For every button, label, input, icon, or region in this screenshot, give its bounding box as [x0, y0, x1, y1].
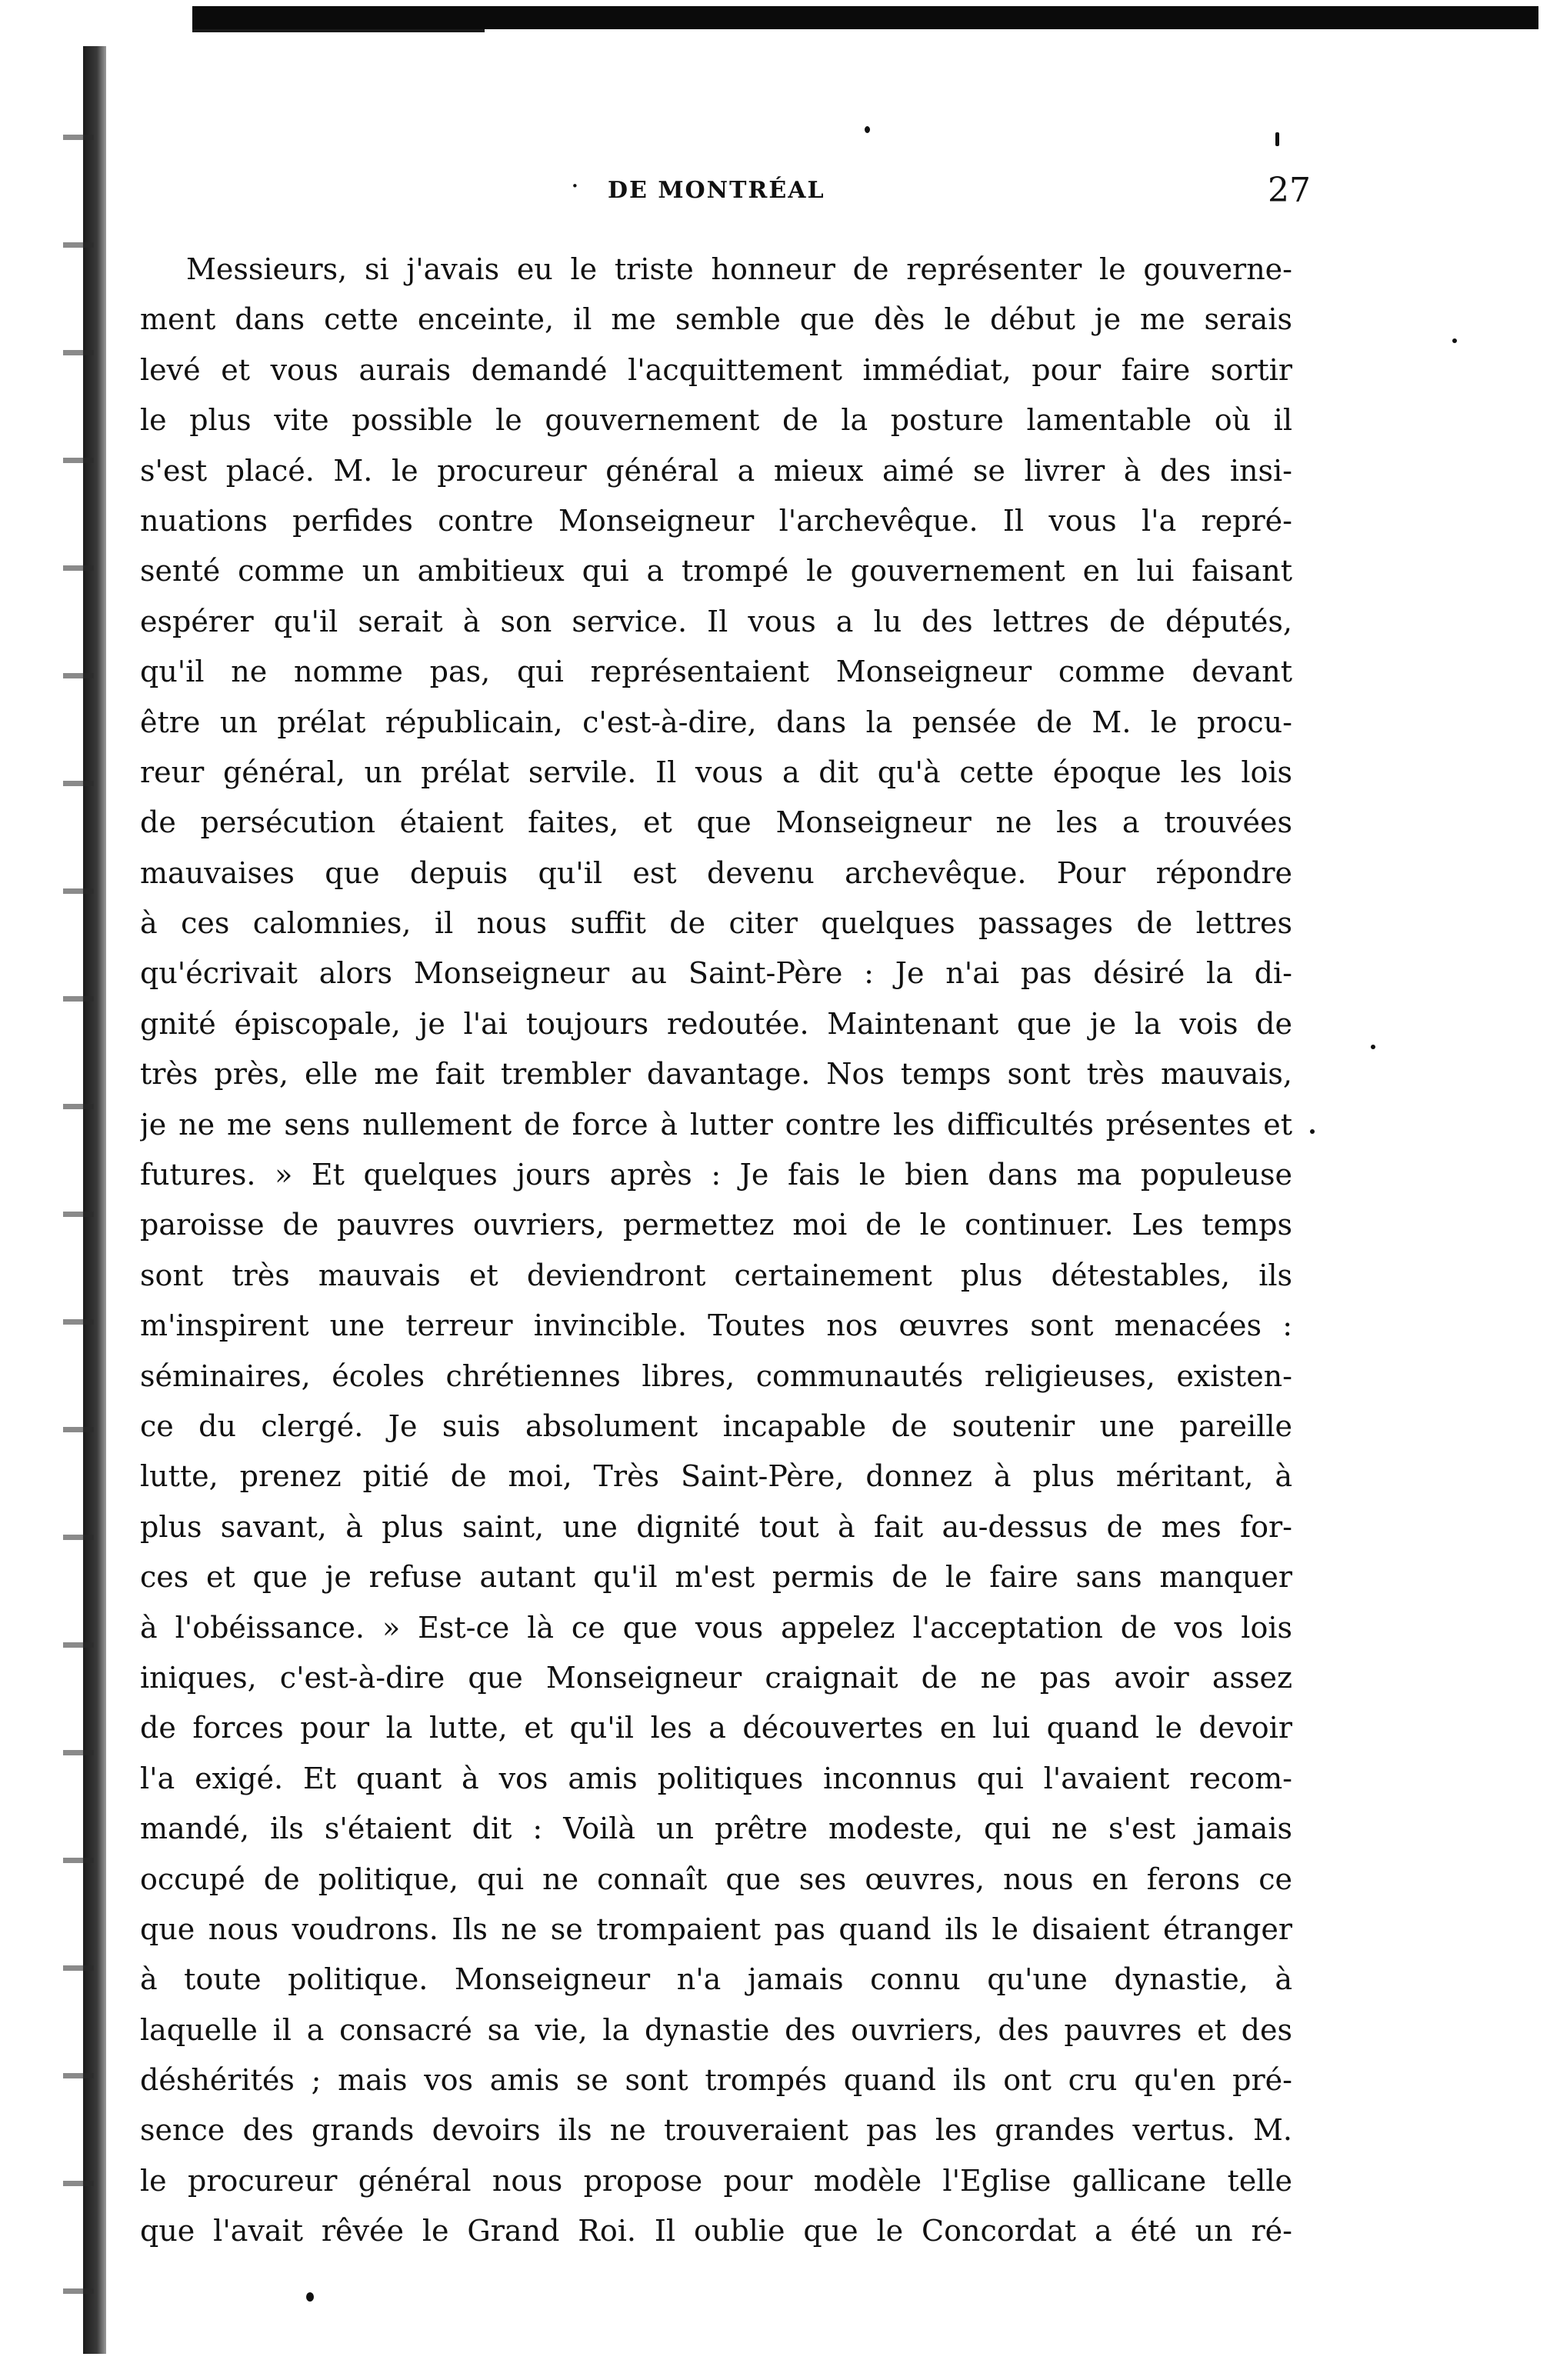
text-line: levé et vous aurais demandé l'acquittement immédiat, pour faire sortir: [140, 352, 1292, 387]
page-number: 27: [1268, 171, 1311, 210]
text-line: reur général, un prélat servile. Il vous a dit qu'à cette époque les lois: [140, 755, 1292, 789]
top-border-rule-tail: [192, 29, 485, 32]
left-edge-specks: [63, 92, 94, 2323]
text-line: de forces pour la lutte, et qu'il les a découvertes en lui quand le devoir: [140, 1711, 1292, 1745]
text-line: à l'obéissance. » Est-ce là ce que vous appelez l'acceptation de vos lois: [140, 1610, 1292, 1645]
text-line: qu'écrivait alors Monseigneur au Saint-Père : Je n'ai pas désiré la di-: [140, 956, 1292, 991]
text-line: occupé de politique, qui ne connaît que ses œuvres, nous en ferons ce: [140, 1862, 1292, 1896]
text-line: être un prélat républicain, c'est-à-dire, dans la pensée de M. le procu-: [140, 705, 1292, 739]
ink-speck: [1452, 338, 1457, 343]
body-text: [140, 245, 1292, 2257]
text-line: que nous voudrons. Ils ne se trompaient pas quand ils le disaient étranger: [140, 1912, 1292, 1946]
text-line: paroisse de pauvres ouvriers, permettez moi de le continuer. Les temps: [140, 1208, 1292, 1242]
text-line: très près, elle me fait trembler davantage. Nos temps sont très mauvais,: [140, 1057, 1292, 1092]
text-line: ces et que je refuse autant qu'il m'est permis de le faire sans manquer: [140, 1560, 1292, 1595]
ink-speck: [865, 126, 870, 133]
text-line: ce du clergé. Je suis absolument incapable de soutenir une pareille: [140, 1408, 1292, 1443]
text-line: mandé, ils s'étaient dit : Voilà un prêtre modeste, qui ne s'est jamais: [140, 1812, 1292, 1846]
text-line: senté comme un ambitieux qui a trompé le gouvernement en lui faisant: [140, 554, 1292, 588]
text-line: à ces calomnies, il nous suffit de citer quelques passages de lettres: [140, 906, 1292, 941]
text-line: ment dans cette enceinte, il me semble que dès le début je me serais: [140, 302, 1292, 337]
text-line: m'inspirent une terreur invincible. Toutes nos œuvres sont menacées :: [140, 1308, 1292, 1343]
running-head: DE MONTRÉAL: [608, 177, 825, 204]
ink-speck: [306, 2292, 314, 2302]
text-line: je ne me sens nullement de force à lutter contre les difficultés présentes et: [140, 1107, 1292, 1142]
text-line: sence des grands devoirs ils ne trouveraient pas les grandes vertus. M.: [140, 2113, 1292, 2148]
text-line: le plus vite possible le gouvernement de la posture lamentable où il: [140, 403, 1292, 438]
text-line: que l'avait rêvée le Grand Roi. Il oublie que le Concordat a été un ré-: [140, 2214, 1292, 2248]
text-line: à toute politique. Monseigneur n'a jamais connu qu'une dynastie, à: [140, 1962, 1292, 1997]
text-line: le procureur général nous propose pour modèle l'Eglise gallicane telle: [140, 2163, 1292, 2198]
text-line: mauvaises que depuis qu'il est devenu archevêque. Pour répondre: [140, 855, 1292, 890]
text-line: laquelle il a consacré sa vie, la dynastie des ouvriers, des pauvres et des: [140, 2012, 1292, 2047]
header-dot: ·: [571, 171, 579, 202]
text-line: plus savant, à plus saint, une dignité tout à fait au-dessus de mes for-: [140, 1509, 1292, 1544]
text-line: gnité épiscopale, je l'ai toujours redoutée. Maintenant que je la vois de: [140, 1006, 1292, 1041]
text-line: qu'il ne nomme pas, qui représentaient Monseigneur comme devant: [140, 655, 1292, 689]
text-line: futures. » Et quelques jours après : Je fais le bien dans ma populeuse: [140, 1158, 1292, 1192]
text-line: déshérités ; mais vos amis se sont trompés quand ils ont cru qu'en pré-: [140, 2063, 1292, 2098]
ink-speck: [1275, 132, 1279, 146]
text-line: s'est placé. M. le procureur général a mieux aimé se livrer à des insi-: [140, 453, 1292, 488]
text-line: Messieurs, si j'avais eu le triste honneur de représenter le gouverne-: [186, 252, 1292, 286]
text-line: iniques, c'est-à-dire que Monseigneur craignait de ne pas avoir assez: [140, 1660, 1292, 1695]
ink-speck: [1310, 1129, 1315, 1134]
top-border-rule: [192, 6, 1538, 29]
text-line: séminaires, écoles chrétiennes libres, communautés religieuses, existen-: [140, 1358, 1292, 1393]
text-line: l'a exigé. Et quant à vos amis politiques inconnus qui l'avaient recom-: [140, 1761, 1292, 1795]
text-line: nuations perfides contre Monseigneur l'archevêque. Il vous l'a repré-: [140, 503, 1292, 538]
page-header: [0, 171, 1550, 217]
text-line: de persécution étaient faites, et que Monseigneur ne les a trouvées: [140, 805, 1292, 840]
ink-speck: [1371, 1045, 1375, 1049]
text-line: sont très mauvais et deviendront certainement plus détestables, ils: [140, 1258, 1292, 1292]
text-line: espérer qu'il serait à son service. Il vous a lu des lettres de députés,: [140, 604, 1292, 638]
text-line: lutte, prenez pitié de moi, Très Saint-Père, donnez à plus méritant, à: [140, 1459, 1292, 1494]
